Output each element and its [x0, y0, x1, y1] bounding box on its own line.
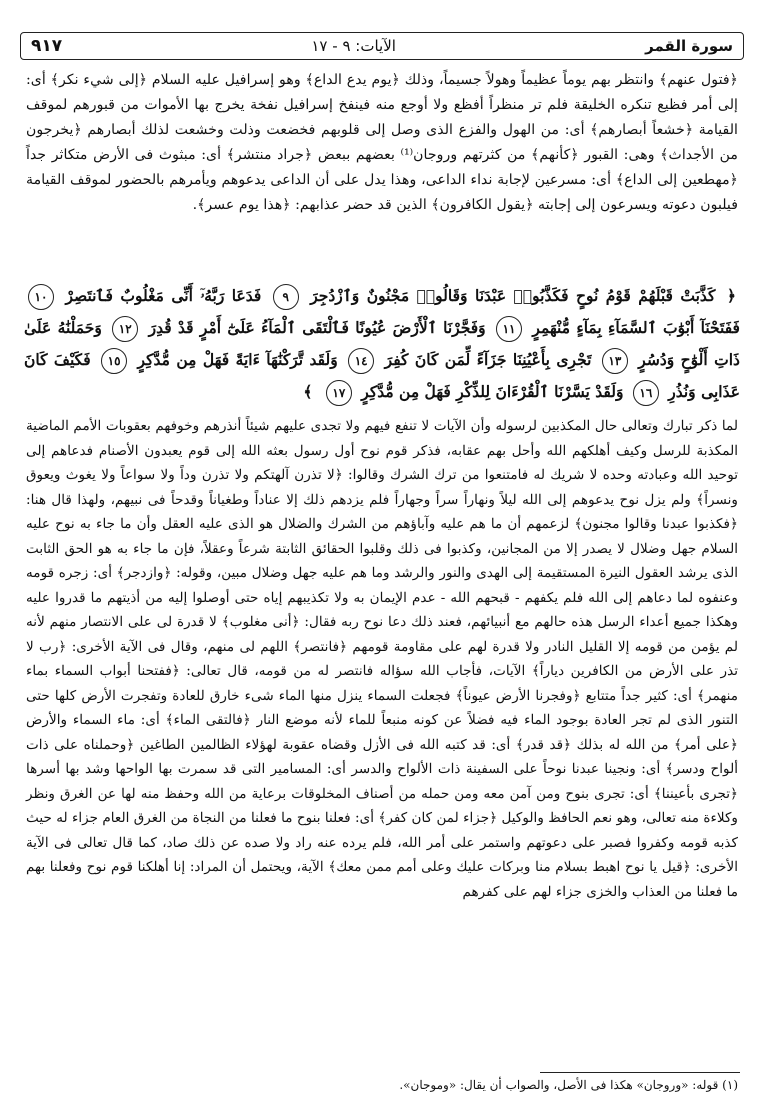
open-ornament: ﴿ [726, 286, 736, 305]
verse-text: تَجْرِى بِأَعْيُنِنَا جَزَآءً لِّمَن كَانَ كُفِرَ [384, 350, 592, 369]
commentary-main: لما ذكر تبارك وتعالى حال المكذبين لرسوله وأن الآيات لا تنفع فيهم ولا تجدى عليهم شيئاً أنذرهم وخوفهم بعقوبات الأمم الماضية المكذبة للرسل وكيف أهلكهم الله وأحل بهم عقابه، فذكر قوم نوح أول رسول بعثه الله إلى قوم يعبدون الأصنام فدعاهم إلى توحيد الله وعبادته وحده لا شريك له فامتنعوا من ترك الشرك وقالوا: ﴿لا تذرن آلهتكم ولا تذرن وداً ولا سواعاً ولا يغوث ويعوق ونسراً﴾ ولم يزل نوح يدعوهم إلى الله ليلاً ونهاراً سراً وجهاراً فلم يزدهم ذلك إلا عناداً وطغياناً وقدحاً فى نبيهم، ولهذا قال هنا: ﴿فكذبوا عبدنا وقالوا مجنون﴾ لزعمهم أن ما هم عليه وآباؤهم من الشرك والضلال هو الذى عليه العقل وأن ما جاء به نوح عليه السلام جهل وضلال لا يصدر إلا من المجانين، وكذبوا فى ذلك وقلبوا الحقائق الثابتة شرعاً وعقلاً، فإن ما جاء به هو الحق الثابت الذى يرشد العقول النيرة المستقيمة إلى الهدى والنور والرشد وما هم عليه جهل وضلال مبين، وقوله: ﴿وازدجر﴾ أى: زجره قومه وعنفوه لما دعاهم إلى الله فلم يكفهم - قبحهم الله - عدم الإيمان به ولا تكذيبهم إياه حتى أوصلوا إليه من أذيتهم ما قدروا عليه وهكذا جميع أعداء الرسل هذه حالهم مع أنبيائهم، فعند ذلك دعا نوح ربه فقال: ﴿أنى مغلوب﴾ لا قدرة لى على الانتصار منهم لأنه لم يؤمن من قومه إلا القليل النادر ولا قدرة لهم على مقاومة قومهم ﴿فانتصر﴾ اللهم لى منهم، وقال فى الآية الأخرى: ﴿رب لا تذر على الأرض من الكافرين دياراً﴾ الآيات، فأجاب الله سؤاله فانتصر له من قومه، قال تعالى: ﴿ففتحنا أبواب السماء بماء منهمر﴾ أى: كثير جداً متتابع ﴿وفجرنا الأرض عيوناً﴾ فجعلت السماء ينزل منها الماء شىء خارق للعادة وتفجرت الأرض كلها حتى التنور الذى لم تجر العادة بوجود الماء فيه فضلاً عن كونه منبعاً للماء لأنه موضع النار ﴿فالتقى الماء﴾ أى: ماء السماء والأرض ﴿على أمر﴾ من الله له بذلك ﴿قد قدر﴾ أى: قد كتبه الله فى الأزل وقضاه عقوبة لهؤلاء الظالمين الطاغين ﴿وحملناه على ذات ألواح ودسر﴾ أى: ونجينا عبدنا نوحاً على السفينة ذات الألواح والدسر أى: المسامير التى قد سمرت بها الواحها وشد بها أسرها ﴿تجرى بأعيننا﴾ أى: تجرى بنوح ومن آمن معه ومن حمله من أصناف المخلوقات برعاية من الله وحفظ منه لها عن الغرق ونظر وكلاءة منه تعالى، وهو نعم الحافظ والوكيل ﴿جزاء لمن كان كفر﴾ أى: فعلنا بنوح ما فعلنا من النجاة من الغرق العام جزاء له حيث كذبه قومه وكفروا فصبر على دعوتهم واستمر على أمر الله، فلم يرده عنه راد ولا صده عن ذلك صاد، كما قال تعالى فى الآية الأخرى: ﴿قيل يا نوح اهبط بسلام منا وبركات عليك وعلى أمم ممن معك﴾ الآية، ويحتمل أن المراد: إنا أهلكنا قوم نوح وفعلنا بهم ما فعلنا من العذاب والخزى جزاء لهم على كفرهم [26, 418, 738, 900]
quran-verses-block [24, 280, 740, 408]
verse-number-badge: ١١ [496, 316, 522, 342]
close-ornament: ﴾ [303, 382, 313, 401]
verse-number-badge: ١٢ [112, 316, 138, 342]
footnote-divider [540, 1072, 740, 1073]
verse-text: وَفَجَّرْنَا ٱلْأَرْضَ عُيُونًا فَٱلْتَقَى ٱلْمَآءُ عَلَىٰٓ أَمْرٍ قَدْ قُدِرَ [148, 318, 486, 337]
page-number: ٩١٧ [31, 36, 63, 56]
verse-number-badge: ١٦ [633, 380, 659, 406]
verse-range: الآيات: ٩ - ١٧ [311, 37, 396, 55]
verse-text: وَلَقَد تَّرَكْنَٰهَآ ءَايَةً فَهَلْ مِن مُّدَّكِرٍ [137, 350, 338, 369]
verse-text: وَحَمَلْنَٰهُ عَلَىٰ ذَاتِ أَلْوَٰحٍ وَدُسُرٍ [24, 318, 740, 369]
footnote: (١) قوله: «وروجان» هكذا فى الأصل، والصواب أن يقال: «وموجان». [399, 1078, 738, 1092]
verse-text: فَدَعَا رَبَّهُۥٓ أَنِّى مَغْلُوبٌ فَٱنتَصِرْ [65, 286, 262, 305]
verse-text: فَكَيْفَ كَانَ عَذَابِى وَنُذُرِ [24, 350, 740, 401]
verse-number-badge: ١٧ [326, 380, 352, 406]
surah-title: سورة القمر [645, 37, 733, 55]
verse-number-badge: ١٣ [602, 348, 628, 374]
verse-text: كَذَّبَتْ قَبْلَهُمْ قَوْمُ نُوحٍ فَكَذَّبُوا۟ عَبْدَنَا وَقَالُوا۟ مَجْنُونٌ وَٱزْدُجِرَ [310, 286, 716, 305]
verse-text: فَفَتَحْنَآ أَبْوَٰبَ ٱلسَّمَآءِ بِمَآءٍ مُّنْهَمِرٍ [532, 318, 740, 337]
commentary-intro: ﴿فتول عنهم﴾ وانتظر بهم يوماً عظيماً وهولاً جسيماً، وذلك ﴿يوم يدع الداع﴾ وهو إسرافيل عليه السلام ﴿إلى شيء نكر﴾ أى: إلى أمر فظيع تنكره الخليقة فلم تر منظراً أفظع ولا أوجع منه فينفخ إسرافيل نفخة يخرج بها الأموات من قبورهم لموقف القيامة ﴿خشعاً أبصارهم﴾ أى: من الهول والفزع الذى وصل إلى قلوبهم فخضعت وذلت وخشعت لذلك أبصارهم ﴿يخرجون من الأجداث﴾ وهى: القبور ﴿كأنهم﴾ من كثرتهم وروجان⁽¹⁾ بعضهم ببعض ﴿جراد منتشر﴾ أى: مبثوث فى الأرض متكاثر جداً ﴿مهطعين إلى الداع﴾ أى: مسرعين لإجابة نداء الداعى، وهذا يدل على أن الداعى يدعوهم ويأمرهم بالحضور لموقف القيامة فيلبون دعوته ويسرعون إلى إجابته ﴿يقول الكافرون﴾ الذين قد حضر عذابهم: ﴿هذا يوم عسر﴾. [26, 72, 738, 213]
page-header [20, 32, 744, 60]
verse-number-badge: ١٤ [348, 348, 374, 374]
verse-number-badge: ١٠ [28, 284, 54, 310]
verse-text: وَلَقَدْ يَسَّرْنَا ٱلْقُرْءَانَ لِلذِّكْرِ فَهَلْ مِن مُّدَّكِرٍ [361, 382, 624, 401]
verse-number-badge: ١٥ [101, 348, 127, 374]
verse-number-badge: ٩ [273, 284, 299, 310]
